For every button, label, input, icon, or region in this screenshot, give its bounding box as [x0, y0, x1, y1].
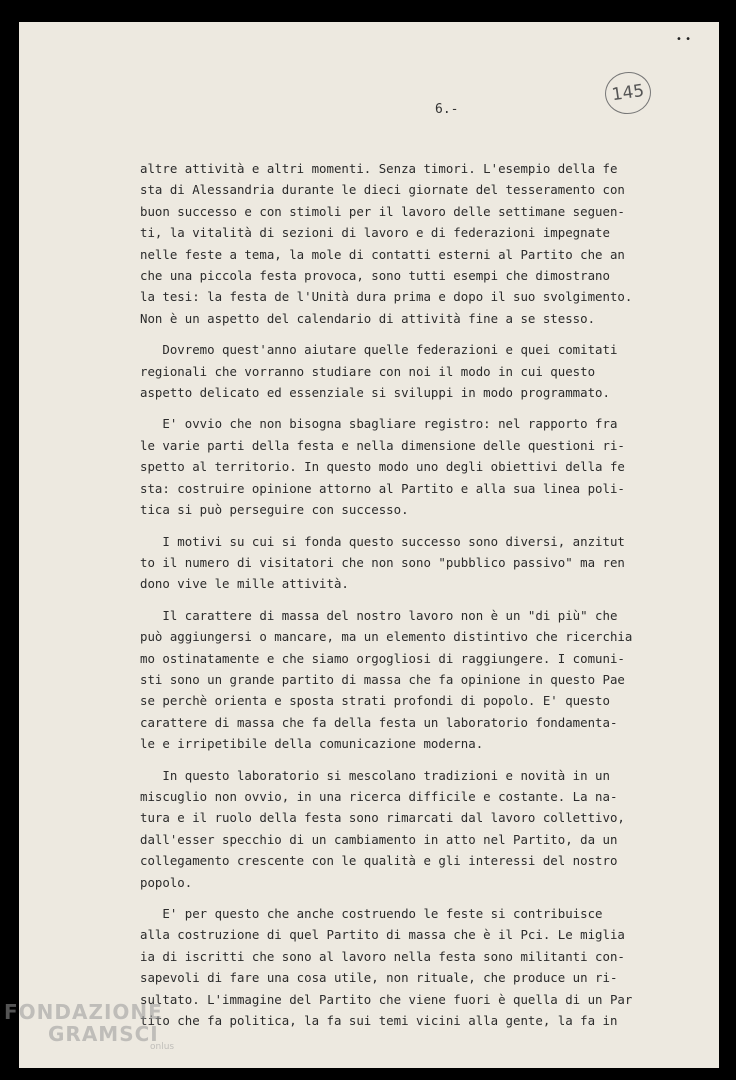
document-page [19, 22, 719, 1068]
text-line: Il carattere di massa del nostro lavoro non è un "di più" che [140, 607, 618, 623]
paragraph [140, 413, 625, 520]
text-line: tura e il ruolo della festa sono rimarcati dal lavoro collettivo, [140, 810, 625, 826]
text-line: nelle feste a tema, la mole di contatti esterni al Partito che an [140, 246, 625, 262]
text-line: la tesi: la festa de l'Unità dura prima e dopo il suo svolgimento. [140, 289, 633, 305]
text-line: dall'esser specchio di un cambiamento in atto nel Partito, da un [140, 831, 618, 847]
text-line: può aggiungersi o mancare, ma un elemento distintivo che ricerchia [140, 629, 633, 645]
paragraph [140, 158, 633, 329]
text-line: spetto al territorio. In questo modo uno degli obiettivi della fe [140, 459, 625, 475]
archive-stamp: 145 [602, 69, 653, 117]
watermark-line-3: onlus [150, 1042, 175, 1052]
text-line: regionali che vorranno studiare con noi il modo in cui questo [140, 363, 596, 379]
text-line: sapevoli di fare una cosa utile, non rituale, che produce un ri- [140, 970, 618, 986]
watermark-line-1: FONDAZIONE [4, 1000, 163, 1024]
text-line: che una piccola festa provoca, sono tutti esempi che dimostrano [140, 268, 610, 284]
text-line: le varie parti della festa e nella dimensione delle questioni ri- [140, 437, 625, 453]
corner-mark: • • [676, 34, 691, 45]
text-line: I motivi su cui si fonda questo successo sono diversi, anzitut [140, 533, 625, 549]
text-line: tica si può perseguire con successo. [140, 502, 409, 518]
text-line: carattere di massa che fa della festa un laboratorio fondamenta- [140, 714, 618, 730]
text-line: E' ovvio che non bisogna sbagliare registro: nel rapporto fra [140, 416, 618, 432]
text-line: se perchè orienta e sposta strati profondi di popolo. E' questo [140, 693, 610, 709]
watermark-line-2: GRAMSCI [48, 1022, 159, 1046]
text-line: alla costruzione di quel Partito di massa che è il Pci. Le miglia [140, 927, 625, 943]
text-line: Non è un aspetto del calendario di attività fine a se stesso. [140, 310, 596, 326]
text-line: altre attività e altri momenti. Senza timori. L'esempio della fe [140, 161, 618, 176]
paragraph [140, 765, 625, 893]
paragraph [140, 531, 625, 595]
text-line: buon successo e con stimoli per il lavoro delle settimane seguen- [140, 203, 625, 219]
text-line: sta di Alessandria durante le dieci giornate del tesseramento con [140, 182, 625, 198]
text-line: le e irripetibile della comunicazione moderna. [140, 736, 484, 752]
text-line: ia di iscritti che sono al lavoro nella festa sono militanti con- [140, 948, 625, 964]
paragraph [140, 339, 618, 403]
page-number: 6.- [435, 102, 459, 117]
text-line: tito che fa politica, la fa sui temi vicini alla gente, la fa in [140, 1013, 618, 1029]
text-line: Dovremo quest'anno aiutare quelle federazioni e quei comitati [140, 342, 618, 358]
text-line: miscuglio non ovvio, in una ricerca difficile e costante. La na- [140, 788, 618, 804]
document-body [140, 158, 633, 1041]
text-line: In questo laboratorio si mescolano tradizioni e novità in un [140, 767, 610, 783]
text-line: sti sono un grande partito di massa che fa opinione in questo Pae [140, 671, 625, 687]
text-line: popolo. [140, 874, 193, 890]
text-line: ti, la vitalità di sezioni di lavoro e di federazioni impegnate [140, 225, 610, 241]
paragraph [140, 903, 633, 1031]
text-line: sultato. L'immagine del Partito che viene fuori è quella di un Par [140, 991, 633, 1007]
text-line: E' per questo che anche costruendo le feste si contribuisce [140, 906, 603, 921]
paragraph [140, 605, 633, 755]
text-line: sta: costruire opinione attorno al Partito e alla sua linea poli- [140, 480, 625, 496]
text-line: to il numero di visitatori che non sono "pubblico passivo" ma ren [140, 554, 625, 570]
text-line: collegamento crescente con le qualità e gli interessi del nostro [140, 853, 618, 869]
text-line: dono vive le mille attività. [140, 576, 349, 592]
text-line: aspetto delicato ed essenziale si sviluppi in modo programmato. [140, 385, 610, 401]
watermark-logo [4, 1000, 174, 1052]
text-line: mo ostinatamente e che siamo orgogliosi di raggiungere. I comuni- [140, 650, 625, 666]
